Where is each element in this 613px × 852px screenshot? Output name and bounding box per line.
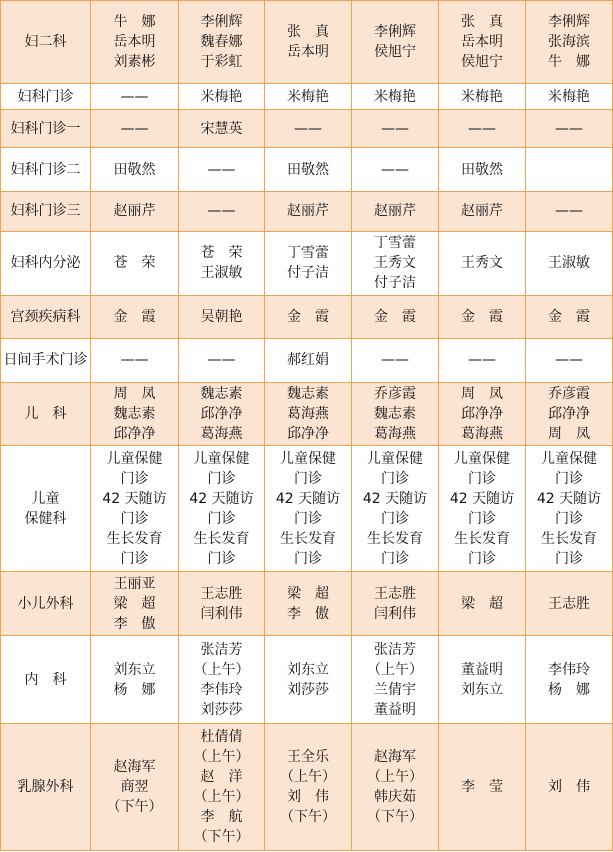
staff-entry: 周 凤 [548,426,590,443]
staff-entry: 宋慧英 [200,120,243,137]
schedule-cell [91,383,179,446]
schedule-cell [91,1,179,84]
department-name: 儿 科 [24,406,67,423]
staff-entry: 刘东立 [287,661,329,678]
schedule-cell [352,446,439,572]
schedule-cell [439,446,526,572]
staff-entry: 金 霞 [548,308,590,325]
staff-entry: 刘莎莎 [200,701,243,718]
schedule-cell [265,192,352,232]
staff-entry: 岳本明 [461,34,503,51]
schedule-cell [439,231,526,295]
schedule-cell [352,109,439,148]
schedule-cell [526,383,613,446]
staff-entry: 门诊 [468,510,496,527]
schedule-cell [91,338,179,383]
staff-entry: 王秀文 [374,255,416,272]
staff-entry: 刘东立 [113,661,156,678]
staff-entry: 于彩虹 [200,54,243,71]
staff-entry: 42 天随访 [362,490,428,507]
table-row-fuke-menzhen-3 [1,192,613,232]
schedule-cell [526,295,613,338]
staff-entry: —— [555,203,583,220]
staff-entry: （上午） [280,768,336,785]
staff-entry: 刘莎莎 [287,681,329,698]
schedule-cell [91,231,179,295]
staff-entry: 邱净净 [200,406,243,423]
staff-entry: 门诊 [120,510,149,527]
staff-entry: 门诊 [555,470,583,487]
schedule-cell [179,192,265,232]
staff-entry: 儿童保健 [541,450,597,467]
schedule-cell [265,109,352,148]
schedule-cell [439,192,526,232]
schedule-cell [179,383,265,446]
staff-entry: （下午） [367,808,423,825]
schedule-cell [439,109,526,148]
schedule-cell [265,723,352,850]
department-name: 保健科 [24,510,67,527]
schedule-cell [91,723,179,850]
staff-entry: 魏志素 [200,386,243,403]
staff-entry: 魏志素 [113,406,156,423]
department-cell [1,723,91,850]
staff-entry: 金 霞 [374,308,416,325]
schedule-cell [179,148,265,192]
schedule-cell [91,84,179,109]
staff-entry: 王全乐 [287,748,329,765]
schedule-cell [439,636,526,723]
staff-entry: 赵海军 [113,758,156,775]
table-row-ruxian-waike [1,723,613,850]
schedule-cell [439,84,526,109]
staff-entry: 侯旭宁 [461,54,503,71]
staff-entry: 王丽亚 [113,575,156,592]
staff-entry: 梁 超 [113,595,156,612]
department-cell [1,636,91,723]
staff-entry: 门诊 [120,470,149,487]
staff-entry: 周 凤 [461,386,503,403]
staff-entry: 赵海军 [374,748,416,765]
department-name: 妇科门诊一 [10,120,81,137]
staff-entry: 门诊 [468,470,496,487]
schedule-cell [439,295,526,338]
schedule-cell [91,295,179,338]
staff-entry: 乔彦霞 [548,386,590,403]
staff-entry: 生长发育 [193,530,250,547]
schedule-cell [526,1,613,84]
table-row-rijian-shoushu-menzhen [1,338,613,383]
table-row-gongjing-jibing-ke [1,295,613,338]
staff-entry: （上午） [193,661,250,678]
schedule-cell [526,192,613,232]
schedule-cell [265,295,352,338]
staff-entry: 门诊 [207,550,236,567]
department-name: 日间手术门诊 [3,352,88,369]
staff-entry: 乔彦霞 [374,386,416,403]
schedule-cell [352,383,439,446]
staff-entry: 苍 荣 [113,255,156,272]
staff-entry: 刘素彬 [113,54,156,71]
table-row-fuke-neifenmi [1,231,613,295]
schedule-cell [352,295,439,338]
staff-entry: 兰倩宇 [374,681,416,698]
staff-entry: 田敬然 [461,161,503,178]
schedule-cell [526,231,613,295]
staff-entry: 田敬然 [287,161,329,178]
table-row-ertong-baojian-ke [1,446,613,572]
staff-entry: 董益明 [374,701,416,718]
staff-entry: 42 天随访 [449,490,515,507]
table-row-fuke-menzhen-1 [1,109,613,148]
schedule-cell [439,148,526,192]
staff-entry: 张 真 [461,14,503,31]
department-cell [1,295,91,338]
staff-entry: 李俐辉 [200,14,243,31]
staff-entry: （上午） [367,768,423,785]
department-cell [1,572,91,636]
schedule-cell [265,338,352,383]
staff-entry: 米梅艳 [287,88,329,105]
staff-entry: 葛海燕 [461,426,503,443]
table-row-xiaoer-waike [1,572,613,636]
staff-entry: 郝红娟 [287,352,329,369]
staff-entry: 王志胜 [374,585,416,602]
schedule-cell [179,109,265,148]
schedule-cell [91,636,179,723]
schedule-cell [91,446,179,572]
staff-entry: 侯旭宁 [374,44,416,61]
staff-entry: 李 莹 [461,778,503,795]
staff-entry: 李 傲 [287,605,329,622]
schedule-cell [352,636,439,723]
schedule-cell [439,572,526,636]
department-name: 妇科内分泌 [10,255,81,272]
staff-entry: 李俐辉 [374,24,416,41]
schedule-cell [91,109,179,148]
staff-entry: 邱净净 [548,406,590,423]
staff-entry: —— [381,120,409,137]
staff-entry: 杨 娜 [113,681,156,698]
staff-entry: 韩庆茹 [374,788,416,805]
staff-entry: 门诊 [294,470,322,487]
department-cell [1,148,91,192]
staff-entry: 王志胜 [200,585,243,602]
staff-entry: 牛 娜 [548,54,590,71]
staff-entry: 魏志素 [287,386,329,403]
schedule-cell [91,572,179,636]
staff-entry: —— [555,352,583,369]
staff-entry: 张海滨 [548,34,590,51]
staff-entry: 岳本明 [113,34,156,51]
staff-entry: 门诊 [555,510,583,527]
department-name: 妇二科 [24,34,67,51]
schedule-cell [265,231,352,295]
schedule-cell [526,572,613,636]
staff-entry: 儿童保健 [454,450,510,467]
staff-entry: 儿童保健 [193,450,250,467]
schedule-cell [91,148,179,192]
table-row-fuke-menzhen-2 [1,148,613,192]
staff-entry: 金 霞 [113,308,156,325]
staff-entry: 魏志素 [374,406,416,423]
staff-entry: 儿童保健 [106,450,163,467]
staff-entry: 周 凤 [113,386,156,403]
staff-entry: —— [120,352,149,369]
department-cell [1,84,91,109]
schedule-cell [526,636,613,723]
schedule-cell [439,338,526,383]
staff-entry: （下午） [280,808,336,825]
schedule-cell [352,1,439,84]
schedule-cell [179,338,265,383]
schedule-cell [352,723,439,850]
table-row-fuer-ke [1,1,613,84]
schedule-cell [265,1,352,84]
schedule-cell [265,636,352,723]
staff-entry: 李伟玲 [548,661,590,678]
schedule-cell [439,383,526,446]
staff-entry: 李俐辉 [548,14,590,31]
staff-entry: 丁雪蕾 [374,235,416,252]
staff-entry: 张洁芳 [200,641,243,658]
staff-entry: （下午） [106,798,163,815]
staff-entry: 赵丽芹 [374,203,416,220]
staff-entry: 生长发育 [280,530,336,547]
staff-entry: 生长发育 [106,530,163,547]
staff-entry: 邱净净 [287,426,329,443]
table-row-fuke-menzhen [1,84,613,109]
schedule-cell [526,723,613,850]
schedule-cell [526,148,613,192]
staff-entry: 王秀文 [461,255,503,272]
staff-entry: 李伟玲 [200,681,243,698]
staff-entry: 葛海燕 [374,426,416,443]
staff-entry: 葛海燕 [200,426,243,443]
department-name: 宫颈疾病科 [10,308,81,325]
staff-entry: 门诊 [381,510,409,527]
staff-entry: —— [120,88,149,105]
staff-entry: 米梅艳 [461,88,503,105]
staff-entry: —— [381,161,409,178]
department-name: 妇科门诊三 [10,203,81,220]
department-cell [1,338,91,383]
staff-entry: 葛海燕 [287,406,329,423]
staff-entry: 苍 荣 [200,245,243,262]
schedule-cell [439,723,526,850]
department-cell [1,446,91,572]
staff-entry: 杨 娜 [548,681,590,698]
staff-entry: 李 航 [200,808,243,825]
staff-entry: 邱净净 [113,426,156,443]
schedule-cell [352,572,439,636]
staff-entry: 米梅艳 [374,88,416,105]
staff-entry: 门诊 [468,550,496,567]
schedule-cell [526,338,613,383]
staff-entry: 梁 超 [287,585,329,602]
staff-entry: 邱净净 [461,406,503,423]
staff-entry: 吴朝艳 [200,308,243,325]
schedule-cell [352,231,439,295]
schedule-cell [526,109,613,148]
staff-entry: 闫利伟 [200,605,243,622]
staff-entry: 门诊 [207,470,236,487]
schedule-cell [526,84,613,109]
staff-entry: 儿童保健 [367,450,423,467]
staff-entry: 门诊 [555,550,583,567]
staff-entry: 李 傲 [113,615,156,632]
schedule-cell [265,446,352,572]
staff-entry: 岳本明 [287,44,329,61]
staff-entry: 赵丽芹 [287,203,329,220]
staff-entry: 门诊 [120,550,149,567]
schedule-cell [91,192,179,232]
staff-entry: 生长发育 [454,530,510,547]
staff-entry: 赵丽芹 [113,203,156,220]
staff-entry: 42 天随访 [275,490,341,507]
staff-entry: 42 天随访 [102,490,167,507]
schedule-cell [352,148,439,192]
staff-entry: 门诊 [381,470,409,487]
department-name: 小儿外科 [17,595,74,612]
schedule-cell [265,572,352,636]
staff-entry: 刘 伟 [548,778,590,795]
staff-entry: 董益明 [461,661,503,678]
schedule-cell [265,84,352,109]
staff-entry: 生长发育 [367,530,423,547]
schedule-cell [265,148,352,192]
department-cell [1,109,91,148]
staff-entry: —— [207,352,236,369]
staff-entry: —— [207,203,236,220]
schedule-cell [179,572,265,636]
staff-entry: 儿童保健 [280,450,336,467]
staff-entry: （下午） [193,828,250,845]
staff-entry: 刘东立 [461,681,503,698]
staff-entry: 魏春娜 [200,34,243,51]
staff-entry: 丁雪蕾 [287,245,329,262]
department-name: 乳腺外科 [17,778,74,795]
staff-entry: 金 霞 [287,308,329,325]
staff-entry: 米梅艳 [548,88,590,105]
schedule-cell [352,192,439,232]
staff-entry: （上午） [193,788,250,805]
staff-entry: 米梅艳 [200,88,243,105]
staff-entry: 生长发育 [541,530,597,547]
staff-entry: 张洁芳 [374,641,416,658]
department-name: 内 科 [24,671,67,688]
staff-entry: 赵丽芹 [461,203,503,220]
schedule-cell [179,295,265,338]
staff-entry: —— [294,120,322,137]
staff-entry: 42 天随访 [536,490,602,507]
staff-entry: 门诊 [207,510,236,527]
staff-entry: 梁 超 [461,595,503,612]
department-cell [1,231,91,295]
department-name: 妇科门诊 [17,88,74,105]
staff-entry: 闫利伟 [374,605,416,622]
department-name: 妇科门诊二 [10,161,81,178]
staff-entry: （上午） [367,661,423,678]
staff-entry: —— [468,352,496,369]
staff-entry: 王淑敏 [548,255,590,272]
staff-entry: 门诊 [294,550,322,567]
schedule-cell [179,446,265,572]
table-row-er-ke [1,383,613,446]
department-cell [1,1,91,84]
schedule-cell [179,1,265,84]
schedule-body [1,1,613,851]
staff-entry: 商翌 [120,778,149,795]
staff-entry: 牛 娜 [113,14,156,31]
schedule-cell [179,231,265,295]
schedule-cell [179,723,265,850]
schedule-cell [439,1,526,84]
staff-entry: 42 天随访 [189,490,254,507]
staff-entry: 门诊 [381,550,409,567]
schedule-cell [179,636,265,723]
schedule-cell [352,84,439,109]
staff-entry: 刘 伟 [287,788,329,805]
staff-entry: —— [381,352,409,369]
schedule-cell [179,84,265,109]
schedule-cell [352,338,439,383]
staff-entry: 张 真 [287,24,329,41]
staff-entry: 付子洁 [287,265,329,282]
staff-entry: 赵 洋 [200,768,243,785]
schedule-cell [265,383,352,446]
staff-entry: 付子洁 [374,275,416,292]
department-cell [1,383,91,446]
staff-entry: —— [468,120,496,137]
staff-entry: 门诊 [294,510,322,527]
staff-entry: —— [120,120,149,137]
staff-entry: 田敬然 [113,161,156,178]
department-cell [1,192,91,232]
staff-entry: 王志胜 [548,595,590,612]
staff-entry: （上午） [193,748,250,765]
staff-entry: —— [555,120,583,137]
department-name: 儿童 [31,490,60,507]
staff-entry: 金 霞 [461,308,503,325]
staff-entry: 王淑敏 [200,265,243,282]
table-row-nei-ke [1,636,613,723]
schedule-cell [526,446,613,572]
staff-entry: 杜倩倩 [200,728,243,745]
staff-entry: —— [207,161,236,178]
